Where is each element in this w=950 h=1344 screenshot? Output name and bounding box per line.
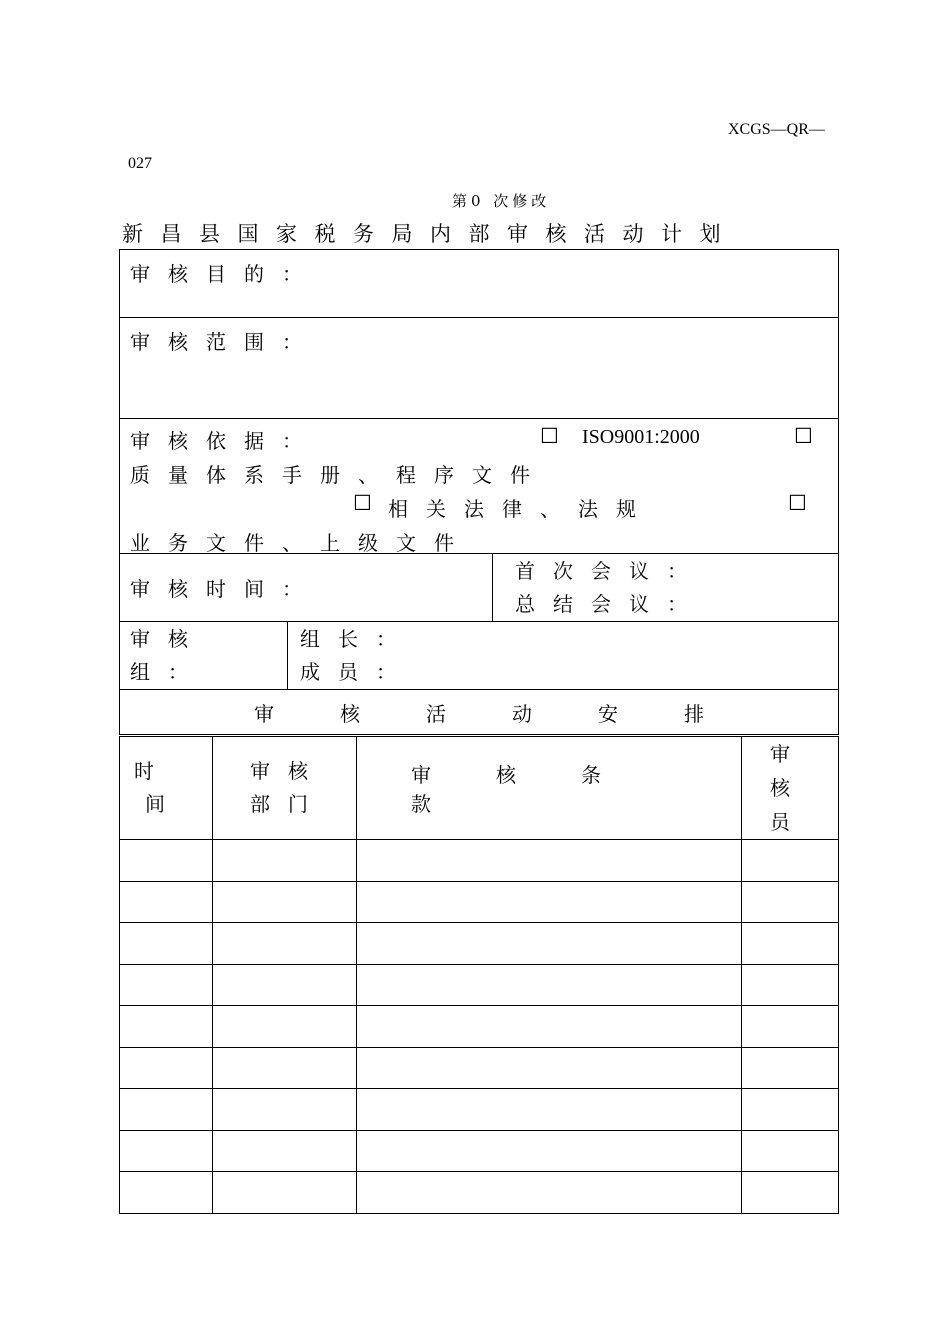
document-code-suffix: 027 bbox=[128, 155, 152, 172]
scope-cell[interactable] bbox=[120, 318, 839, 419]
col-auditor-line2: 核 bbox=[770, 776, 790, 800]
schedule-dept-cell[interactable] bbox=[213, 881, 357, 923]
schedule-row bbox=[120, 1172, 839, 1214]
schedule-row bbox=[120, 1006, 839, 1048]
document-code: XCGS—QR— bbox=[728, 121, 825, 138]
schedule-auditor-cell[interactable] bbox=[742, 840, 839, 882]
schedule-clause-cell[interactable] bbox=[357, 1047, 742, 1089]
basis-cell bbox=[120, 419, 839, 554]
schedule-title: 审核活动安排 bbox=[254, 701, 770, 726]
schedule-dept-cell[interactable] bbox=[213, 840, 357, 882]
schedule-dept-cell[interactable] bbox=[213, 1130, 357, 1172]
law-checkbox[interactable]: ☐ bbox=[353, 491, 372, 515]
schedule-time-cell[interactable] bbox=[120, 1047, 213, 1089]
schedule-dept-cell[interactable] bbox=[213, 1172, 357, 1214]
summary-meeting-label: 总结会议： bbox=[515, 591, 705, 616]
col-header-time bbox=[120, 737, 213, 840]
col-header-auditor bbox=[742, 737, 839, 840]
col-auditor-line3: 员 bbox=[770, 810, 790, 834]
schedule-row bbox=[120, 1089, 839, 1131]
revision-note: 第0 次修改 bbox=[452, 192, 551, 210]
schedule-row bbox=[120, 964, 839, 1006]
schedule-clause-cell[interactable] bbox=[357, 881, 742, 923]
schedule-auditor-cell[interactable] bbox=[742, 964, 839, 1006]
schedule-dept-cell[interactable] bbox=[213, 1089, 357, 1131]
iso-checkbox[interactable]: ☐ bbox=[540, 424, 559, 448]
option-law: 相关法律、法规 bbox=[388, 497, 654, 521]
schedule-auditor-cell[interactable] bbox=[742, 923, 839, 965]
schedule-clause-cell[interactable] bbox=[357, 964, 742, 1006]
schedule-row bbox=[120, 1047, 839, 1089]
col-time-line2: 间 bbox=[145, 792, 165, 816]
col-dept-line1: 审核 bbox=[250, 759, 326, 783]
schedule-auditor-cell[interactable] bbox=[742, 1047, 839, 1089]
col-dept-line2: 部门 bbox=[250, 792, 326, 816]
schedule-dept-cell[interactable] bbox=[213, 964, 357, 1006]
scope-label: 审核范围： bbox=[130, 330, 320, 354]
schedule-row bbox=[120, 840, 839, 882]
team-label-line2: 组： bbox=[130, 659, 206, 684]
schedule-body bbox=[120, 840, 839, 1214]
schedule-auditor-cell[interactable] bbox=[742, 881, 839, 923]
schedule-auditor-cell[interactable] bbox=[742, 1172, 839, 1214]
page-title: 新昌县国家税务局内部审核活动计划 bbox=[122, 222, 738, 246]
schedule-row bbox=[120, 881, 839, 923]
schedule-dept-cell[interactable] bbox=[213, 923, 357, 965]
time-label: 审核时间： bbox=[130, 577, 320, 601]
meeting-cell[interactable] bbox=[493, 554, 839, 622]
col-header-dept bbox=[213, 737, 357, 840]
col-time-line1: 时 bbox=[134, 759, 154, 783]
schedule-clause-cell[interactable] bbox=[357, 923, 742, 965]
option-iso: ISO9001:2000 bbox=[582, 426, 700, 448]
schedule-header-row bbox=[120, 737, 839, 840]
schedule-time-cell[interactable] bbox=[120, 1130, 213, 1172]
schedule-time-cell[interactable] bbox=[120, 840, 213, 882]
schedule-table bbox=[119, 736, 839, 1214]
manual-checkbox[interactable]: ☐ bbox=[794, 424, 813, 448]
schedule-clause-cell[interactable] bbox=[357, 840, 742, 882]
schedule-clause-cell[interactable] bbox=[357, 1130, 742, 1172]
members-label: 成员： bbox=[300, 659, 414, 684]
schedule-time-cell[interactable] bbox=[120, 1006, 213, 1048]
schedule-auditor-cell[interactable] bbox=[742, 1089, 839, 1131]
schedule-auditor-cell[interactable] bbox=[742, 1130, 839, 1172]
team-members-cell[interactable] bbox=[288, 622, 839, 690]
schedule-time-cell[interactable] bbox=[120, 1172, 213, 1214]
time-cell[interactable] bbox=[120, 554, 493, 622]
schedule-time-cell[interactable] bbox=[120, 1089, 213, 1131]
schedule-clause-cell[interactable] bbox=[357, 1172, 742, 1214]
col-auditor-line1: 审 bbox=[770, 742, 790, 766]
purpose-label: 审核目的： bbox=[130, 262, 320, 286]
business-checkbox[interactable]: ☐ bbox=[788, 491, 807, 515]
option-manual: 质量体系手册、程序文件 bbox=[130, 463, 548, 487]
schedule-dept-cell[interactable] bbox=[213, 1047, 357, 1089]
schedule-row bbox=[120, 1130, 839, 1172]
schedule-title-cell bbox=[120, 690, 839, 735]
schedule-clause-cell[interactable] bbox=[357, 1089, 742, 1131]
schedule-clause-cell[interactable] bbox=[357, 1006, 742, 1048]
purpose-cell[interactable] bbox=[120, 250, 839, 318]
col-clause-label: 审核条款 bbox=[411, 763, 666, 816]
team-label-cell bbox=[120, 622, 288, 690]
schedule-time-cell[interactable] bbox=[120, 964, 213, 1006]
schedule-auditor-cell[interactable] bbox=[742, 1006, 839, 1048]
basis-label: 审核依据： bbox=[130, 429, 320, 453]
option-business: 业务文件、上级文件 bbox=[130, 531, 472, 555]
schedule-time-cell[interactable] bbox=[120, 881, 213, 923]
col-header-clause bbox=[357, 737, 742, 840]
schedule-time-cell[interactable] bbox=[120, 923, 213, 965]
schedule-dept-cell[interactable] bbox=[213, 1006, 357, 1048]
leader-label: 组长： bbox=[300, 626, 414, 651]
audit-info-table bbox=[119, 249, 839, 735]
team-label-line1: 审核 bbox=[130, 626, 206, 651]
first-meeting-label: 首次会议： bbox=[515, 558, 705, 583]
schedule-row bbox=[120, 923, 839, 965]
